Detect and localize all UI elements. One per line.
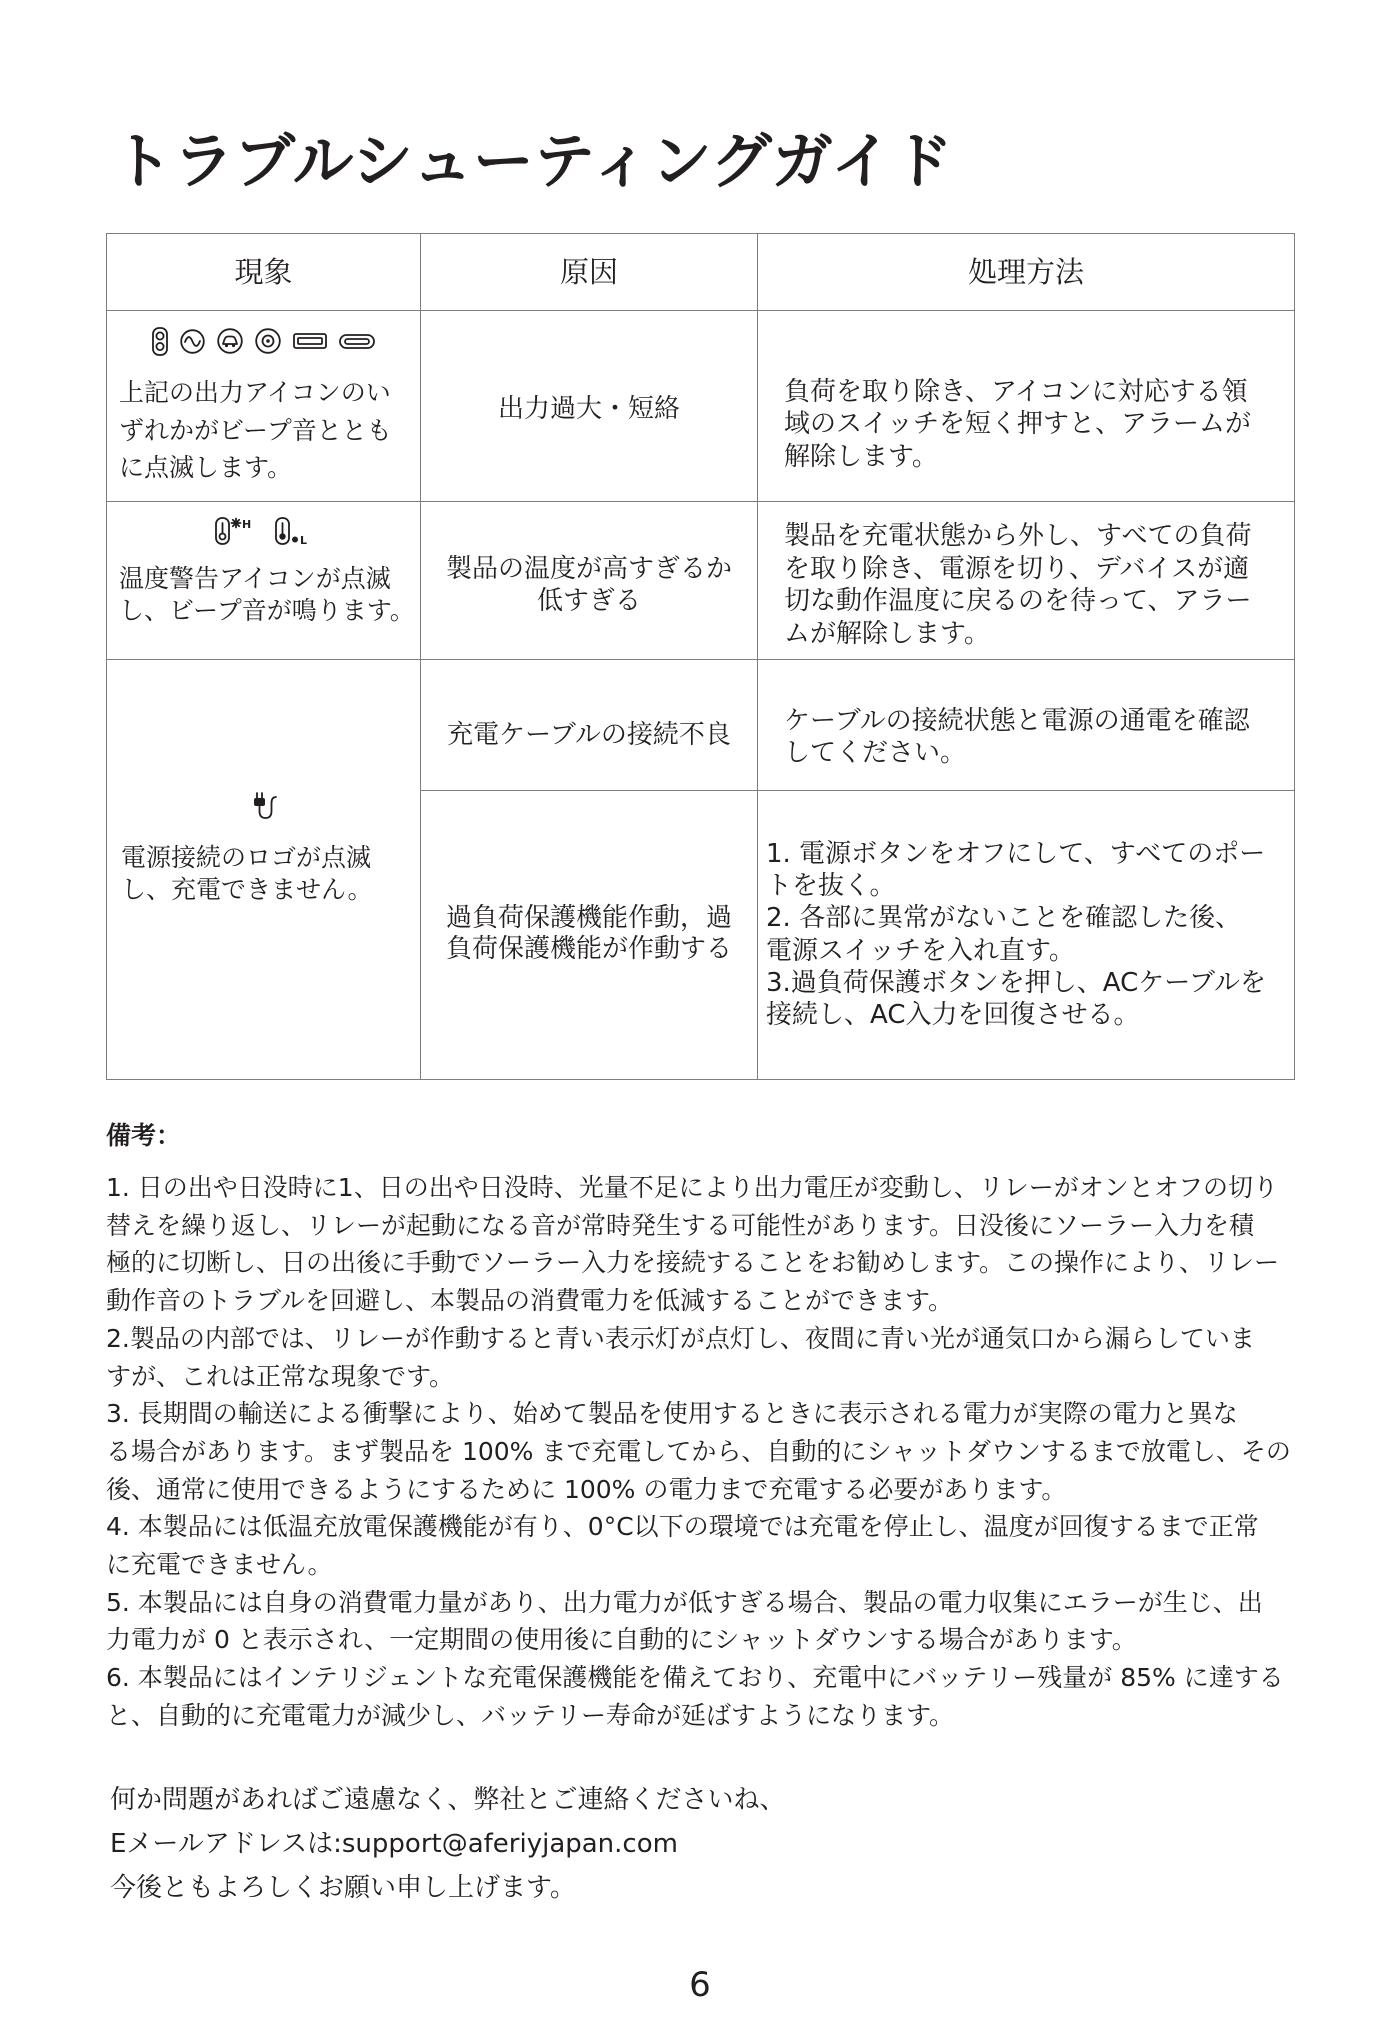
note-line: 1. 日の出や日没時に1、日の出や日没時、光量不足により出力電圧が変動し、リレーがオンとオフの切り <box>106 1173 1278 1202</box>
ac-outlet-icon <box>180 329 205 354</box>
symptom-line: し、ビープ音が鳴ります。 <box>119 596 415 626</box>
cause-cell <box>421 791 758 1080</box>
symptom-cell <box>107 502 421 660</box>
note-line: 力電力が 0 と表示され、一定期間の使用後に自動的にシャットダウンする場合があります。 <box>106 1625 1137 1655</box>
cause-line: 充電ケーブルの接続不良 <box>447 720 731 750</box>
note-line: 替えを繰り返し、リレーが起動になる音が常時発生する可能性があります。日没後にソーラー入力を積 <box>106 1210 1255 1240</box>
cause-cell <box>421 502 758 660</box>
low-temperature-warning-icon <box>275 516 313 546</box>
note-line: 6. 本製品にはインテリジェントな充電保護機能を備えており、充電中にバッテリー残量が 85% に達する <box>106 1663 1284 1693</box>
table-header-row <box>107 234 1295 311</box>
note-line: る場合があります。まず製品を 100% まで充電してから、自動的にシャットダウンするまで放電し、その <box>106 1436 1291 1466</box>
page-title: トラブルシューティングガイド <box>112 126 953 197</box>
header-symptom: 現象 <box>107 234 421 311</box>
symptom-line: 電源接続のロゴが点滅 <box>121 843 372 872</box>
solution-line: 1. 電源ボタンをオフにして、すべてのポー <box>766 839 1266 869</box>
solution-line: トを抜く。 <box>766 871 896 902</box>
high-temperature-label: H <box>241 518 251 531</box>
power-plug-icon <box>249 791 279 823</box>
car-outlet-icon <box>217 328 243 354</box>
solution-line: を取り除き、電源を切り、デバイスが適 <box>784 553 1250 584</box>
dc-port-icon <box>255 328 281 354</box>
symptom-text <box>107 563 420 628</box>
cause-line: 製品の温度が高すぎるか <box>445 554 732 584</box>
note-line: 動作音のトラブルを回避し、本製品の消費電力を低減することができます。 <box>106 1286 954 1316</box>
power-connection-icons <box>107 660 420 823</box>
symptom-line: ずれかがビープ音ととも <box>119 415 392 445</box>
note-line: 4. 本製品には低温充放電保護機能が有り、0°C以下の環境では充電を停止し、温度が回復するまで正常 <box>106 1512 1259 1542</box>
battery-port-icon <box>152 327 168 356</box>
solution-line: 切な動作温度に戻るのを待って、アラー <box>784 586 1252 616</box>
high-temperature-warning-icon <box>215 516 255 546</box>
cause-text <box>421 791 757 965</box>
symptom-text <box>107 374 420 487</box>
cause-line: 過負荷保護機能作動，過 <box>445 903 732 933</box>
symptom-line: し、充電できません。 <box>121 875 373 905</box>
note-line: に充電できません。 <box>106 1550 333 1580</box>
temperature-warning-icons <box>107 502 420 546</box>
solution-line: 製品を充電状態から外し、すべての負荷 <box>784 521 1252 551</box>
solution-line: してください。 <box>784 737 967 768</box>
note-line: と、自動的に充電電力が減少し、バッテリー寿命が延ばすようになります。 <box>106 1700 955 1730</box>
table-row <box>107 502 1295 660</box>
solution-cell <box>758 502 1295 660</box>
symptom-line: 上記の出力アイコンのい <box>119 378 391 407</box>
symptom-line: 温度警告アイコンが点滅 <box>119 564 391 593</box>
solution-text <box>758 502 1294 650</box>
solution-cell <box>758 791 1295 1080</box>
note-line: 後、通常に使用できるようにするために 100% の電力まで充電する必要があります。 <box>106 1474 1067 1504</box>
cause-line: 出力過大・短絡 <box>497 394 680 424</box>
solution-line: 解除します。 <box>784 441 938 472</box>
cause-text <box>421 660 757 751</box>
closing-line: 何か問題があればご遠慮なく、弊社とご連絡くださいね、 <box>110 1785 786 1815</box>
troubleshooting-table <box>106 233 1295 1080</box>
closing-line: 今後ともよろしくお願い申し上げます。 <box>110 1873 576 1903</box>
solution-line: 2. 各部に異常がないことを確認した後、 <box>766 903 1242 934</box>
solution-text <box>758 311 1294 473</box>
header-cause: 原因 <box>421 234 758 311</box>
note-line: すが、これは正常な現象です。 <box>106 1361 455 1391</box>
table-row <box>107 660 1295 791</box>
solution-line: ケーブルの接続状態と電源の通電を確認 <box>784 706 1250 736</box>
contact-email-line: Eメールアドレスは:support@aferiyjapan.com <box>110 1829 678 1859</box>
note-line: 2.製品の内部では、リレーが作動すると青い表示灯が点灯し、夜間に青い光が通気口から漏らしていま <box>106 1323 1255 1353</box>
solution-line: ムが解除します。 <box>784 618 990 649</box>
cause-text <box>421 502 757 617</box>
solution-line: 接続し、AC入力を回復させる。 <box>766 1000 1140 1031</box>
cause-line: 低すぎる <box>536 586 641 616</box>
solution-cell <box>758 311 1295 502</box>
solution-text <box>758 660 1294 769</box>
usb-a-port-icon <box>293 333 327 349</box>
header-solution: 処理方法 <box>758 234 1295 311</box>
output-icons <box>107 311 420 356</box>
solution-line: 電源スイッチを入れ直す。 <box>766 935 1075 966</box>
notes-heading: 備考： <box>106 1121 182 1150</box>
note-line: 5. 本製品には自身の消費電力量があり、出力電力が低すぎる場合、製品の電力収集にエラーが生じ、出 <box>106 1587 1263 1617</box>
cause-cell <box>421 660 758 791</box>
symptom-cell <box>107 660 421 1080</box>
low-temperature-label: L <box>299 534 307 546</box>
symptom-line: に点滅します。 <box>119 453 293 483</box>
table-row <box>107 311 1295 502</box>
page-number: 6 <box>689 1965 711 2005</box>
note-line: 極的に切断し、日の出後に手動でソーラー入力を接続することをお勧めします。この操作により、リレー <box>106 1248 1280 1278</box>
symptom-text <box>107 842 420 907</box>
solution-line: 3.過負荷保護ボタンを押し、ACケーブルを <box>766 967 1266 998</box>
solution-line: 負荷を取り除き、アイコンに対応する領 <box>784 377 1248 407</box>
cause-line: 負荷保護機能が作動する <box>445 934 732 964</box>
notes-list <box>106 1169 1291 1735</box>
note-line: 3. 長期間の輸送による衝撃により、始めて製品を使用するときに表示される電力が実際の電力と異な <box>106 1399 1238 1429</box>
solution-cell <box>758 660 1295 791</box>
cause-text <box>421 311 757 425</box>
symptom-cell <box>107 311 421 502</box>
cause-cell <box>421 311 758 502</box>
solution-text <box>758 791 1294 1031</box>
solution-line: 域のスイッチを短く押すと、アラームが <box>784 409 1251 440</box>
usb-c-port-icon <box>339 334 375 349</box>
closing-message <box>110 1778 785 1910</box>
